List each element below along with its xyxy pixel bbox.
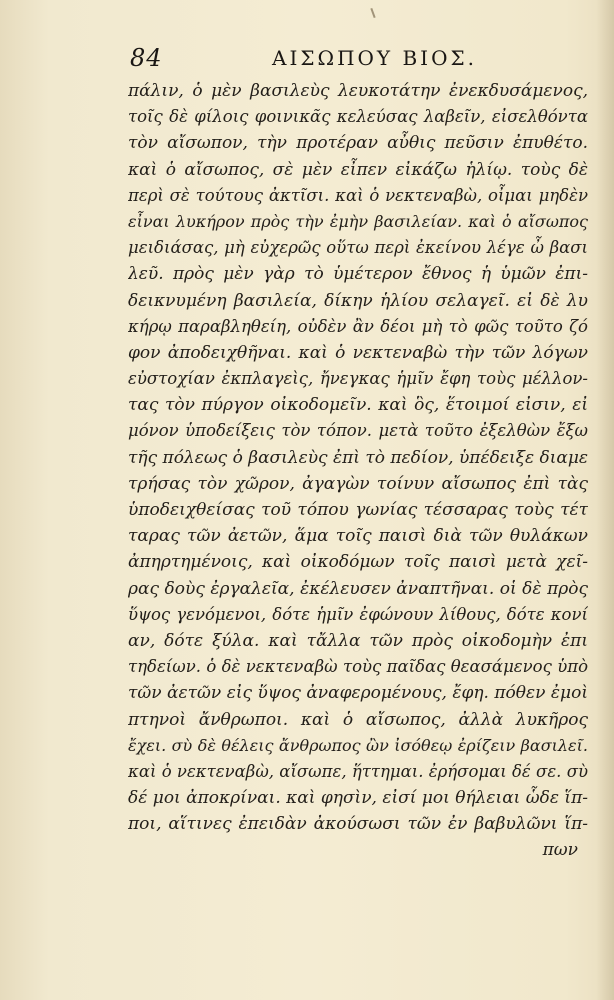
text-line: δέ μοι ἀποκρίναι. καὶ φησὶν, εἰσί μοι θήλειαι ὧδε ἵπ- (128, 788, 588, 809)
page-number: 84 (130, 44, 163, 72)
text-line: τὸν αἴσωπον, τὴν προτέραν αὖθις πεῦσιν ἐπυθέτο. (128, 133, 588, 154)
text-line: καὶ ὁ νεκτεναβὼ, αἴσωπε, ἥττημαι. ἐρήσομαι δέ σε. σὺ (128, 761, 588, 781)
text-line: τρήσας τὸν χῶρον, ἀγαγὼν τοίνυν αἴσωπος ἐπὶ τὰς (128, 473, 588, 494)
text-line: πτηνοὶ ἄνθρωποι. καὶ ὁ αἴσωπος, ἀλλὰ λυκῆρος (128, 709, 588, 730)
text-line: δεικνυμένη βασιλεία, δίκην ἡλίου σελαγεῖ. εἰ δὲ λυ (128, 290, 588, 311)
running-head: ΑΙΣΩΠΟΥ ΒΙΟΣ. (272, 46, 477, 70)
page-header (130, 44, 500, 74)
text-line: ποι, αἵτινες ἐπειδὰν ἀκούσωσι τῶν ἐν βαβυλῶνι ἵπ- (128, 814, 588, 835)
catchword: πων (542, 840, 578, 861)
ink-mark (370, 8, 375, 18)
text-line: τας τὸν πύργον οἰκοδομεῖν. καὶ ὃς, ἕτοιμοί εἰσιν, εἰ (128, 395, 588, 416)
text-line: τηδείων. ὁ δὲ νεκτεναβὼ τοὺς παῖδας θεασάμενος ὑπὸ (128, 657, 588, 677)
text-line: μειδιάσας, μὴ εὐχερῶς οὕτω περὶ ἐκείνου λέγε ὦ βασι (128, 238, 588, 258)
text-line: λεῦ. πρὸς μὲν γὰρ τὸ ὑμέτερον ἔθνος ἡ ὑμῶν ἐπι- (128, 264, 588, 285)
text-line: πάλιν, ὁ μὲν βασιλεὺς λευκοτάτην ἐνεκδυσάμενος, (128, 81, 588, 101)
text-line: εὐστοχίαν ἐκπλαγεὶς, ἤνεγκας ἡμῖν ἔφη τοὺς μέλλον- (128, 369, 588, 389)
text-line: τοῖς δὲ φίλοις φοινικᾶς κελεύσας λαβεῖν, εἰσελθόντα (128, 107, 588, 127)
text-line: ρας δοὺς ἐργαλεῖα, ἐκέλευσεν ἀναπτῆναι. οἱ δὲ πρὸς (128, 578, 588, 599)
body-text (128, 78, 588, 864)
text-line: περὶ σὲ τούτους ἀκτῖσι. καὶ ὁ νεκτεναβὼ, οἶμαι μηδὲν (128, 185, 588, 205)
text-line: αν, δότε ξύλα. καὶ τἄλλα τῶν πρὸς οἰκοδομὴν ἐπι (128, 630, 588, 651)
text-line: κήρῳ παραβληθείη, οὐδὲν ἂν δέοι μὴ τὸ φῶς τοῦτο ζό (128, 316, 588, 336)
text-line: καὶ ὁ αἴσωπος, σὲ μὲν εἶπεν εἰκάζω ἡλίῳ. τοὺς δὲ (128, 159, 588, 180)
text-line: ταρας τῶν ἀετῶν, ἅμα τοῖς παισὶ διὰ τῶν θυλάκων (128, 526, 588, 547)
text-line: εἶναι λυκήρον πρὸς τὴν ἐμὴν βασιλείαν. καὶ ὁ αἴσωπος (128, 211, 588, 231)
text-line: μόνον ὑποδείξεις τὸν τόπον. μετὰ τοῦτο ἐξελθὼν ἔξω (128, 421, 588, 441)
gutter-shadow (596, 0, 614, 1000)
text-line: ὕψος γενόμενοι, δότε ἡμῖν ἐφώνουν λίθους, δότε κονί (128, 604, 588, 624)
text-line: τῶν ἀετῶν εἰς ὕψος ἀναφερομένους, ἔφη. πόθεν ἐμοὶ (128, 683, 588, 704)
text-line: ἔχει. σὺ δὲ θέλεις ἄνθρωπος ὢν ἰσόθεῳ ἐρίζειν βασιλεῖ. (128, 735, 588, 755)
text-line: ὑποδειχθείσας τοῦ τόπου γωνίας τέσσαρας τοὺς τέτ (128, 500, 588, 520)
text-line: τῆς πόλεως ὁ βασιλεὺς ἐπὶ τὸ πεδίον, ὑπέδειξε διαμε (128, 447, 588, 468)
text-line: φον ἀποδειχθῆναι. καὶ ὁ νεκτεναβὼ τὴν τῶν λόγων (128, 342, 588, 363)
text-line: ἀπηρτημένοις, καὶ οἰκοδόμων τοῖς παισὶ μετὰ χεῖ- (128, 552, 588, 573)
